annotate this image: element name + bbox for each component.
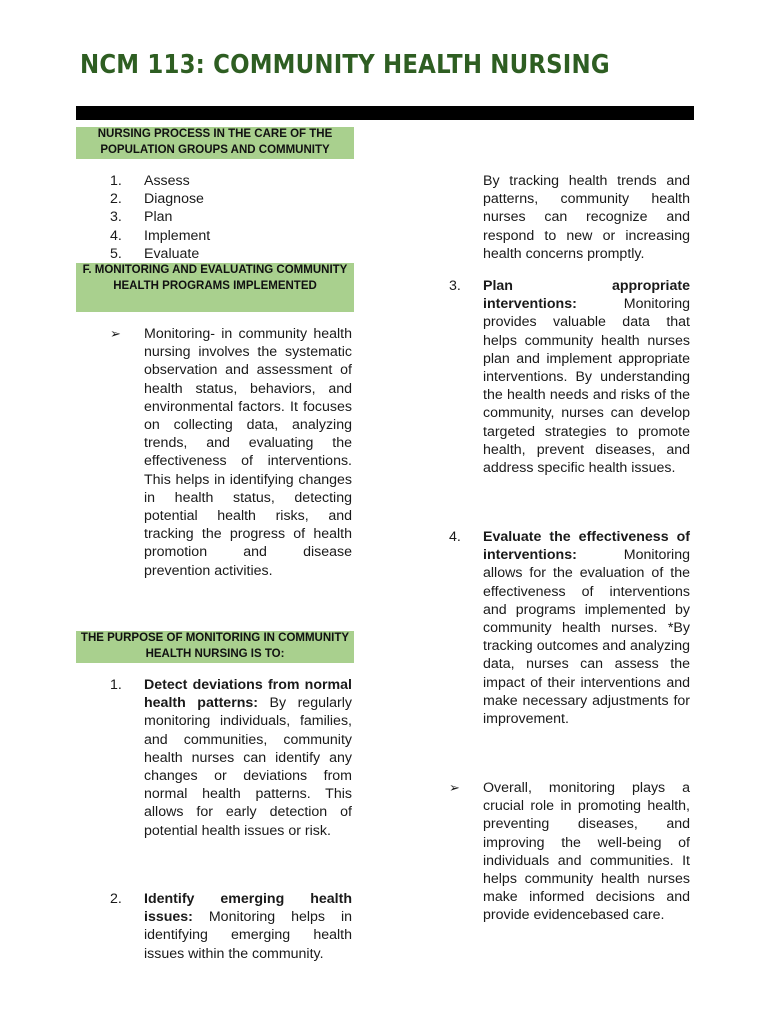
section-header-text: NURSING PROCESS IN THE CARE OF THE POPULATION GROUPS AND COMMUNITY: [97, 128, 333, 156]
paragraph: Monitoring- in community health nursing involves the systematic observation and assessment of health status, behaviors, and environmental factors. It focuses on collecting data, analyzing trends, and evaluating the effectiveness of interventions. This helps in identifying changes in health status, detecting potential health risks, and tracking the progress of health promotion and disease prevention activities.: [144, 326, 352, 579]
item-text: [483, 528, 690, 728]
list-item: [110, 190, 350, 208]
title-divider-bar: [76, 106, 694, 120]
section-header-text: THE PURPOSE OF MONITORING IN COMMUNITY HEALTH NURSING IS TO:: [80, 632, 350, 660]
continuation-paragraph: By tracking health trends and patterns, community health nurses can recognize and respond to new or increasing health concerns promptly.: [483, 173, 690, 262]
list-item: [110, 172, 350, 190]
item-text: [144, 890, 352, 963]
item-body: By regularly monitoring individuals, families, and communities, community health nurses can identify any changes or deviations from normal health patterns. This allows for early detection of potential health issues or risk.: [144, 695, 352, 839]
list-number: 4.: [110, 227, 122, 244]
list-label: Assess: [144, 173, 190, 189]
item-body: Monitoring allows for the evaluation of the effectiveness of interventions and programs implemented by community health nurses. *By tracking outcomes and analyzing data, nurses can assess the impact of their interventions and make necessary adjustments for improvement.: [483, 547, 690, 728]
item-text: [483, 277, 690, 477]
list-number: 4.: [449, 529, 461, 545]
list-number: 3.: [110, 209, 122, 226]
arrow-bullet-icon: ➢: [449, 780, 460, 795]
list-item: [110, 227, 350, 245]
item-heading: Plan appropriate interventions:: [483, 278, 690, 313]
item-body: Monitoring provides valuable data that helps community health nurses plan and implement appropriate interventions. By understanding the health needs and risks of the community, nurses can develop targeted strategies to promote health, prevent diseases, and address specific health issues.: [483, 296, 690, 477]
list-label: Evaluate: [144, 245, 200, 262]
section-header-nursing-process: [76, 127, 354, 159]
list-number: 5.: [110, 245, 122, 262]
section-header-purpose: [76, 631, 354, 663]
section-header-monitoring-evaluating: [76, 263, 354, 312]
list-label: Plan: [144, 209, 173, 226]
section-header-text: F. MONITORING AND EVALUATING COMMUNITY HEALTH PROGRAMS IMPLEMENTED: [82, 264, 348, 292]
list-number: 1.: [110, 173, 122, 189]
list-item: [110, 208, 350, 226]
item-text: [144, 676, 352, 840]
paragraph: Overall, monitoring plays a crucial role in promoting health, preventing diseases, and improving the well-being of individuals and communities. It helps community health nurses make informed decisions and provide evidencebased care.: [483, 780, 690, 924]
list-number: 2.: [110, 891, 122, 907]
item-body: Monitoring helps in identifying emerging health issues within the community.: [144, 909, 352, 962]
item-heading: Detect deviations from normal health patterns:: [144, 677, 352, 712]
list-number: 1.: [110, 677, 122, 693]
list-label: Implement: [144, 227, 211, 244]
list-number: 2.: [110, 191, 122, 208]
item-heading: Identify emerging health issues:: [144, 891, 352, 926]
nursing-process-steps: [110, 172, 350, 263]
item-heading: Evaluate the effectiveness of interventions:: [483, 529, 690, 564]
list-number: 3.: [449, 278, 461, 294]
list-label: Diagnose: [144, 191, 204, 208]
list-item: [110, 245, 350, 263]
page-title: NCM 113: COMMUNITY HEALTH NURSING: [80, 50, 610, 80]
arrow-bullet-icon: ➢: [110, 326, 121, 341]
